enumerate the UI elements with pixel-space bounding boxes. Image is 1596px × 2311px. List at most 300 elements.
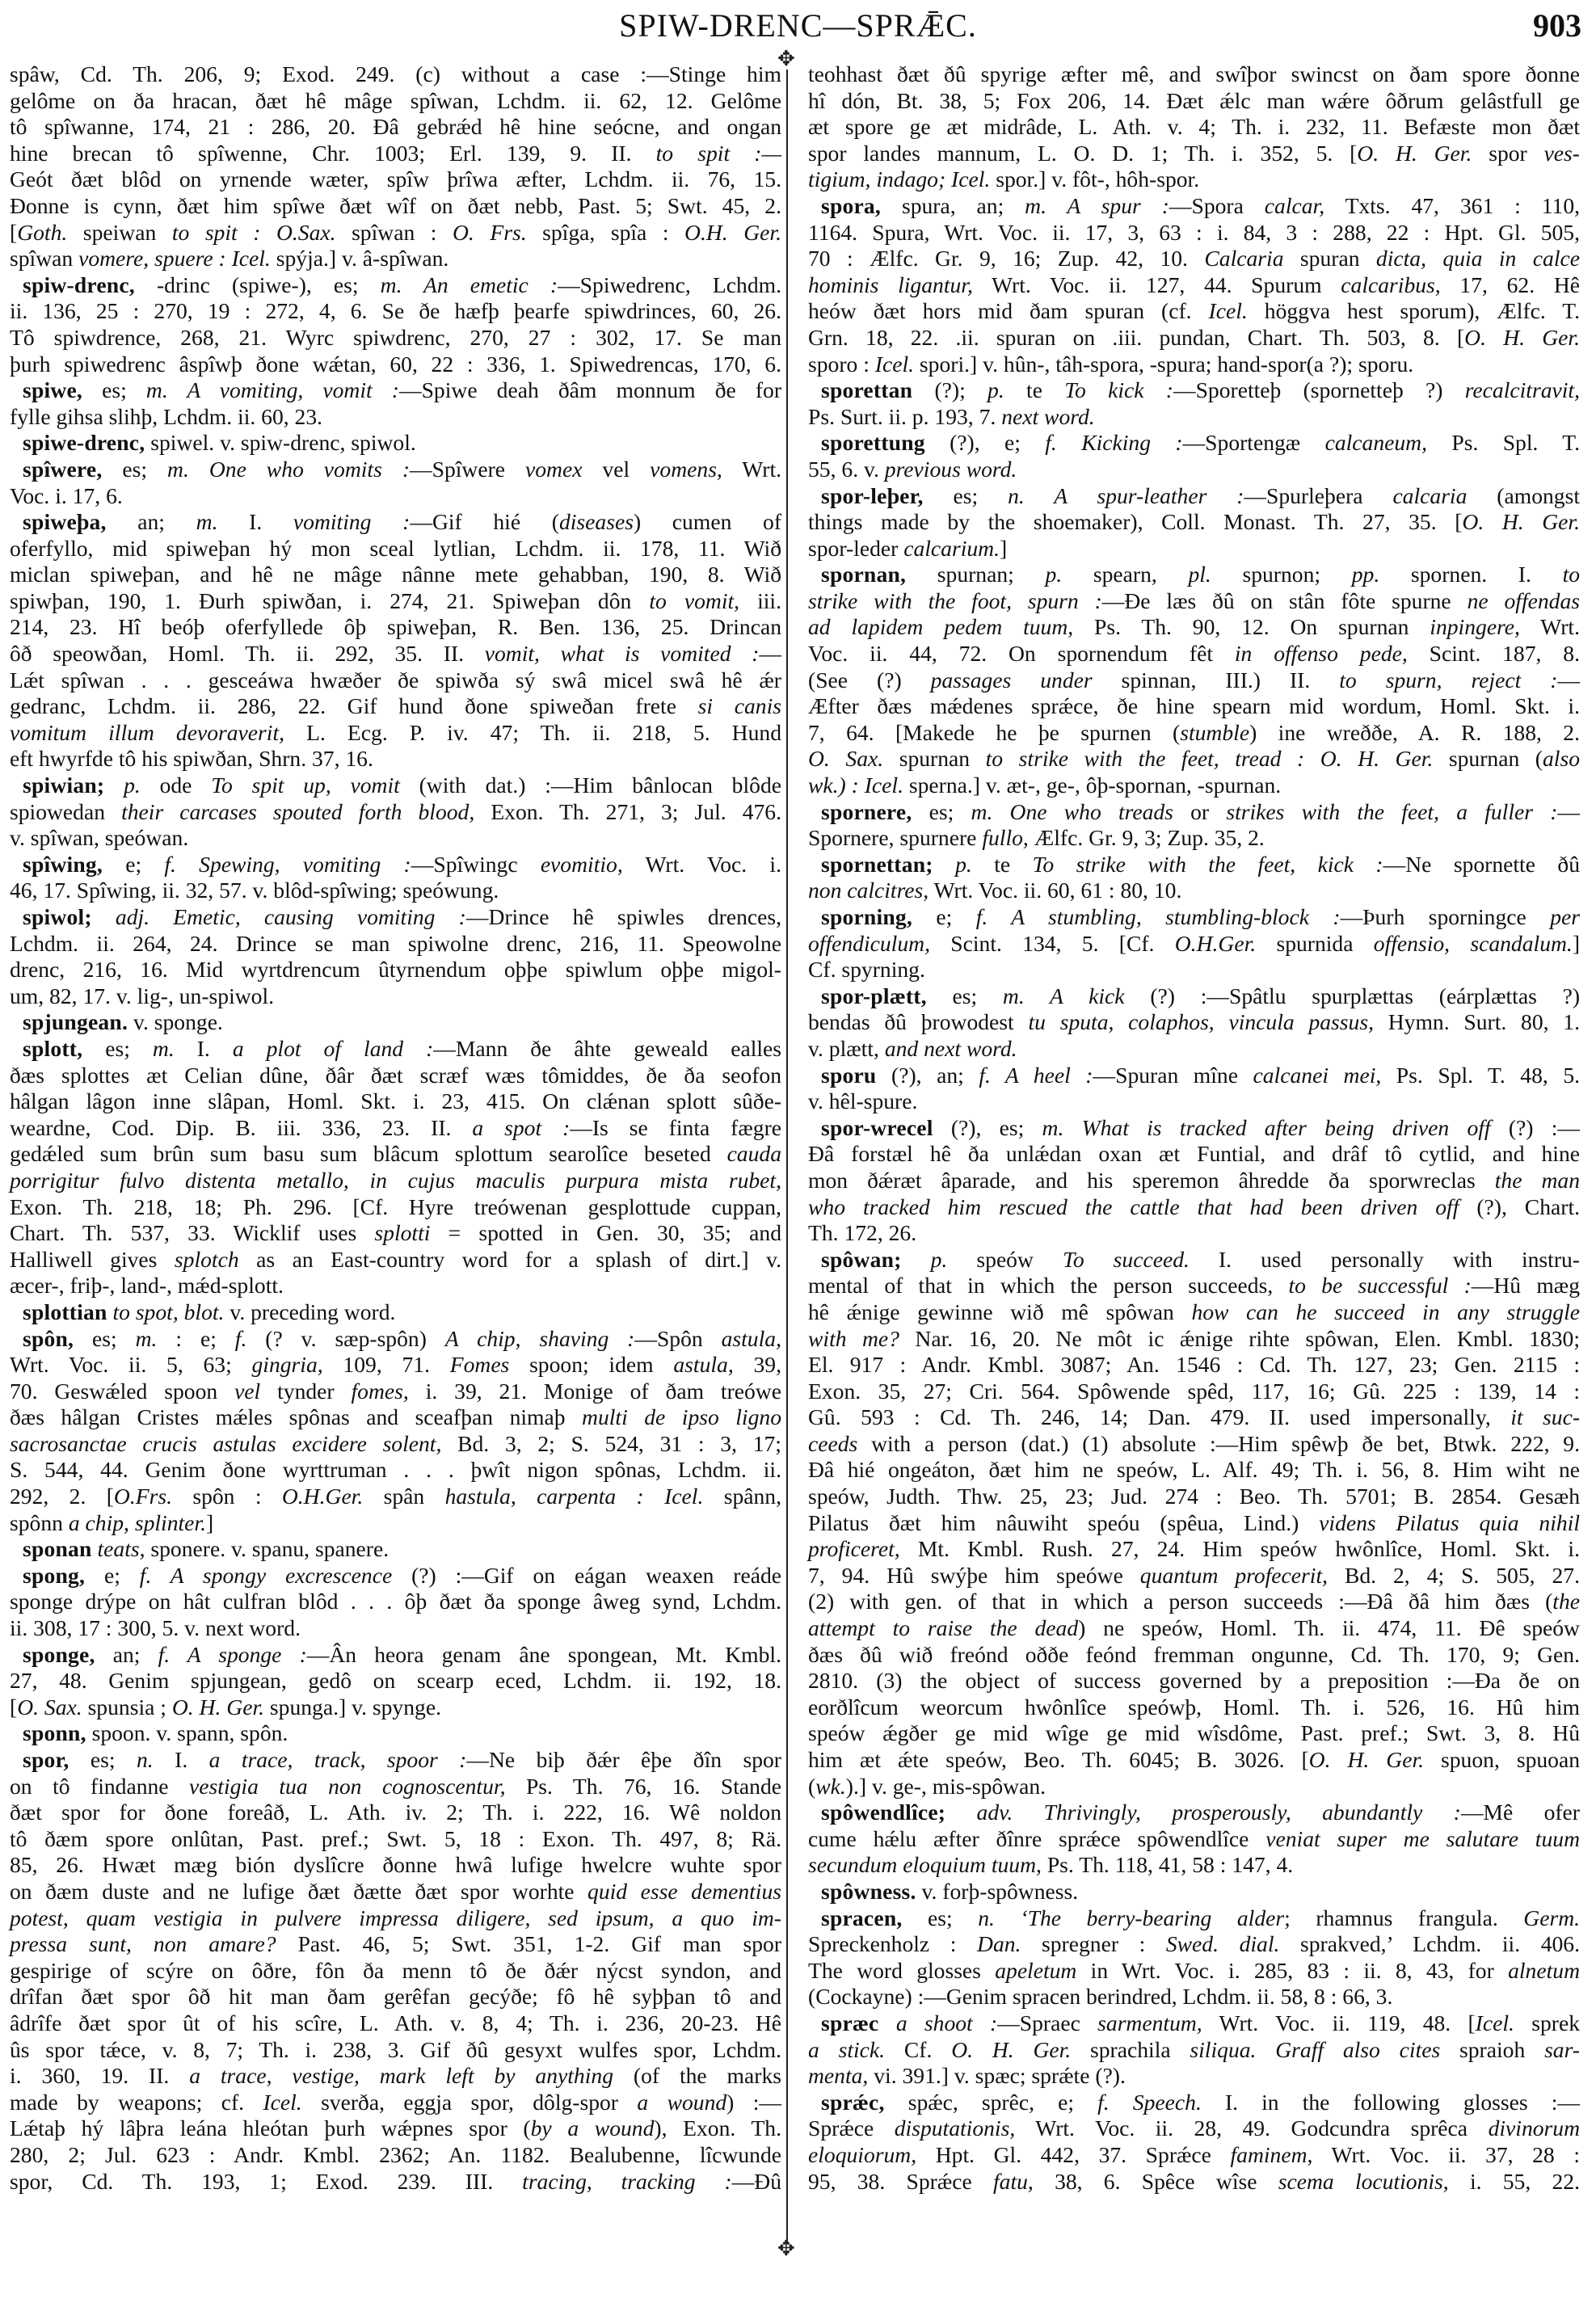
text-segment: Exon. Th. 218, 18; Ph. 296. [Cf. Hyre treówenan gesplottude cuppan, — [10, 1193, 781, 1219]
dictionary-entry-line — [808, 1247, 1580, 1273]
dictionary-entry-line — [808, 852, 1580, 878]
text-segment: ] — [1572, 930, 1581, 956]
dictionary-entry-line — [10, 377, 781, 404]
italic-text: to — [1562, 562, 1581, 587]
text-line — [10, 1431, 781, 1458]
text-segment: Ðâ hié ongeáton, ðæt him ne speów, L. Alf. 49; Th. i. 56, 8. Him wiht ne — [808, 1457, 1580, 1483]
dictionary-entry-line — [10, 772, 781, 799]
italic-text: previous word. — [884, 456, 1017, 482]
text-line — [10, 2169, 781, 2195]
text-segment: — — [1557, 667, 1580, 692]
text-line — [10, 2063, 781, 2090]
dictionary-entry-line — [808, 377, 1580, 404]
text-segment: (?), es; — [933, 1114, 1042, 1140]
headword: spîwere, — [23, 456, 103, 482]
text-segment: Wrt. Voc. i. — [622, 851, 781, 877]
text-segment: spuran — [1283, 246, 1376, 272]
text-segment: es; — [902, 1905, 979, 1930]
headword: spora, — [821, 192, 882, 218]
italic-text: m. A vomiting, vomit : — [145, 377, 399, 403]
text-segment: ) cumen of — [633, 509, 782, 535]
text-segment: ôð speowðan, Homl. Th. ii. 292, 35. II. — [10, 641, 485, 667]
dictionary-entry-line — [808, 1879, 1580, 1905]
text-segment: spor landes mannum, L. O. D. 1; Th. i. 352, 5. [ — [808, 140, 1358, 166]
italic-text: Calcaria — [1204, 246, 1284, 272]
text-segment: v. preceding word. — [224, 1299, 396, 1324]
italic-text: O. H. Ger. — [951, 2036, 1072, 2062]
text-line — [808, 1826, 1580, 1853]
dictionary-entry-line — [10, 430, 781, 457]
text-segment: ), Exon. Th. — [654, 2115, 781, 2141]
text-line — [10, 931, 781, 958]
dictionary-entry-line — [10, 1563, 781, 1589]
text-line — [808, 772, 1580, 799]
text-segment: spân — [363, 1484, 445, 1509]
italic-text: O.H.Ger. — [1174, 930, 1257, 956]
text-segment: mental of that in which the person succeeds, — [808, 1273, 1289, 1299]
italic-text: f. Speech. — [1097, 2089, 1202, 2115]
text-segment: (of the marks — [613, 2063, 781, 2089]
italic-text: in offenso pede, — [1234, 641, 1408, 667]
text-segment: eft hwyrfde tô his spiwðan, Shrn. 37, 16. — [10, 746, 373, 772]
text-segment: spoon. v. spann, spôn. — [86, 1720, 288, 1746]
text-segment: Wrt. Voc. ii. 28, 49. Godcundra sprêca — [1015, 2115, 1489, 2141]
text-segment — [92, 904, 116, 929]
text-line — [10, 1194, 781, 1221]
italic-text: quid esse dementius — [587, 1878, 781, 1904]
text-segment: (?) :—Spâtlu spurplættas (eárplættas ?) — [1124, 983, 1581, 1008]
text-segment: spurnan — [883, 746, 986, 772]
text-segment: Grn. 18, 22. .ii. spuran on .iii. pundan, Chart. Th. 503, 8. [ — [808, 324, 1465, 350]
text-line — [808, 1404, 1580, 1431]
headword: spôwendlîce; — [821, 1800, 946, 1825]
text-segment: —Drince hê spiwles drences, — [465, 904, 781, 929]
italic-text: sacrosanctae crucis astulas excidere solent, — [10, 1430, 442, 1456]
text-segment: hê ǽnige gewinne wið mê spôwan — [808, 1299, 1192, 1324]
text-segment: in Wrt. Voc. i. 285, 83 : ii. 8, 43, for — [1076, 1957, 1509, 1983]
italic-text: calcanei mei, — [1253, 1062, 1382, 1088]
italic-text: m. What is tracked after being driven off — [1042, 1114, 1491, 1140]
text-segment: ûs spor tǽce, v. 8, 7; Th. i. 238, 3. Gif ðû gesyxt wulfes spor, Lchdm. — [10, 2036, 781, 2062]
headword: spiwian; — [23, 772, 105, 798]
text-segment: Th. 172, 26. — [808, 1220, 917, 1246]
text-segment: spǽc, sprêc, e; — [884, 2089, 1098, 2115]
italic-text: n. A spur-leather : — [1008, 482, 1244, 508]
italic-text: O.Frs. — [113, 1484, 172, 1509]
italic-text: m. One who treads — [971, 798, 1173, 824]
text-segment: Scint. 134, 5. [Cf. — [929, 930, 1175, 956]
italic-text: faminem, — [1230, 2141, 1313, 2167]
text-line — [808, 325, 1580, 351]
dictionary-entry-line — [808, 483, 1580, 510]
dictionary-entry-line — [10, 1326, 781, 1353]
italic-text: secundum eloquium tuum, — [808, 1852, 1042, 1878]
text-segment: as an East-country word for a splash of dirt.] v. — [238, 1246, 781, 1272]
text-segment: Voc. i. 17, 6. — [10, 482, 123, 508]
text-segment: [ — [10, 1694, 18, 1720]
italic-text: adv. Thrivingly, prosperously, abundantly : — [976, 1800, 1461, 1825]
text-segment: Voc. ii. 44, 72. On spornendum fêt — [808, 641, 1235, 667]
text-segment: —Spîwingc — [411, 851, 541, 877]
italic-text: diseases — [558, 509, 634, 535]
italic-text: proficeret, — [808, 1536, 900, 1562]
italic-text: vomere, spuere : Icel. — [78, 246, 271, 272]
text-segment: es; — [69, 1747, 137, 1772]
italic-text: Germ. — [1523, 1905, 1581, 1930]
text-line — [10, 1958, 781, 1985]
text-line — [808, 166, 1580, 193]
text-segment: spiwþan, 190, 1. Ðurh spiwðan, i. 274, 21. Spiweþan dôn — [10, 587, 650, 613]
text-line — [808, 878, 1580, 904]
italic-text: m. One who vomits : — [167, 456, 411, 482]
text-line — [10, 2090, 781, 2116]
text-segment: gedǽled sum brûn sum basu sum blâcum splottum searolîce beseted — [10, 1141, 727, 1167]
dictionary-entry-line — [10, 1747, 781, 1774]
text-segment: speów ǽgðer ge mid wîge ge mid wîsdôme, Past. pref.; Swt. 3, 8. Hû — [808, 1720, 1580, 1746]
italic-text: O. Sax. — [808, 746, 884, 772]
text-line — [10, 114, 781, 141]
headword: spracen, — [821, 1905, 903, 1930]
text-line — [808, 298, 1580, 325]
italic-text: tigium, indago; Icel. — [808, 166, 991, 192]
italic-text: calcar, — [1264, 192, 1325, 218]
text-segment: ) :— — [726, 2089, 782, 2115]
text-segment: i. 39, 21. Monige of ðam treówe — [408, 1378, 781, 1404]
italic-text: to spot, blot. — [112, 1299, 225, 1324]
dictionary-entry-line — [808, 799, 1580, 826]
text-segment: spregner : — [1021, 1931, 1166, 1957]
text-segment: on tô findanne — [10, 1773, 190, 1799]
italic-text: offendiculum, — [808, 930, 930, 956]
text-segment: e; — [103, 851, 165, 877]
text-segment: an; — [106, 509, 196, 535]
headword: sporning, — [821, 904, 912, 929]
italic-text: Swed. dial. — [1165, 1931, 1280, 1957]
text-line — [10, 166, 781, 193]
text-segment: —Is se finta fægre — [570, 1114, 782, 1140]
dictionary-entry-line — [808, 430, 1580, 457]
text-segment: ; rhamnus frangula. — [1284, 1905, 1524, 1930]
text-segment: Cf. spyrning. — [808, 957, 925, 983]
text-segment: El. 917 : Andr. Kmbl. 3087; An. 1546 : Cd. Th. 127, 23; Gen. 2115 : — [808, 1352, 1580, 1378]
text-segment: The word glosses — [808, 1957, 996, 1983]
text-segment: (?), Chart. — [1459, 1193, 1581, 1219]
text-segment — [945, 1800, 976, 1825]
italic-text: O. H. Ger. — [171, 1694, 265, 1720]
text-segment: hine brecan tô spîwenne, Chr. 1003; Erl. 139, 9. II. — [10, 140, 656, 166]
text-line — [808, 1668, 1580, 1694]
text-segment: —Mê ofer — [1460, 1800, 1580, 1825]
text-segment: sporo : — [808, 351, 875, 377]
text-line — [10, 2010, 781, 2037]
italic-text: fullo, — [982, 825, 1029, 851]
text-segment: — — [1557, 798, 1580, 824]
italic-text: A chip, shaving : — [444, 1325, 635, 1351]
text-line — [808, 1694, 1580, 1721]
dictionary-entry-line — [10, 1009, 781, 1036]
text-line — [10, 1379, 781, 1405]
text-segment: I. — [174, 1035, 233, 1061]
text-segment: spura, an; — [881, 192, 1025, 218]
italic-text: f. A heel : — [979, 1062, 1093, 1088]
italic-text: si canis — [697, 693, 781, 719]
text-line — [10, 483, 781, 510]
text-segment: spurnida — [1256, 930, 1374, 956]
italic-text: hominis ligantur, — [808, 272, 973, 297]
italic-text: a trace, track, spoor : — [208, 1747, 467, 1772]
italic-text: offensio, scandalum. — [1373, 930, 1573, 956]
text-segment: —Spiwe deah ðâm monnum ðe for — [398, 377, 782, 403]
text-line — [10, 2142, 781, 2169]
italic-text: p. — [930, 1246, 948, 1272]
text-line — [808, 1379, 1580, 1405]
text-line — [10, 1774, 781, 1800]
italic-text: fatu, — [992, 2168, 1034, 2194]
italic-text: sar- — [1544, 2036, 1580, 2062]
text-line — [10, 1220, 781, 1247]
text-segment: 2810. (3) the object of success governed by a preposition :—Ða ðe on — [808, 1668, 1580, 1694]
text-segment: spuon, spuoan — [1424, 1747, 1581, 1772]
text-line — [10, 1879, 781, 1905]
italic-text: menta, — [808, 2063, 869, 2089]
text-segment: es; — [923, 482, 1009, 508]
text-segment: spurnon; — [1211, 562, 1352, 587]
text-segment: oferfyllo, mid spiweþan hý mon sceal lytlian, Lchdm. ii. 178, 11. Wið — [10, 535, 781, 561]
italic-text: strikes with the feet, a fuller : — [1226, 798, 1558, 824]
text-line — [10, 141, 781, 167]
text-line — [808, 1088, 1580, 1115]
dictionary-entry-line — [10, 1036, 781, 1063]
text-segment: ] — [1000, 535, 1008, 561]
text-segment: sponere. v. spanu, spanere. — [145, 1536, 390, 1562]
text-line — [808, 1194, 1580, 1221]
text-segment: Ðonne is cynn, ðæt him spîwe ðæt wîf on ðæt nebb, Past. 5; Swt. 45, 2. — [10, 192, 781, 218]
text-line — [808, 1036, 1580, 1063]
text-segment: e; — [912, 904, 976, 929]
text-line — [808, 114, 1580, 141]
italic-text: multi de ipso ligno — [582, 1404, 781, 1430]
italic-text: to spit : O.Sax. — [171, 219, 336, 245]
text-segment: (amongst — [1467, 482, 1581, 508]
italic-text: it suc- — [1510, 1404, 1581, 1430]
text-segment: —Ðû — [731, 2168, 781, 2194]
text-segment: tynder — [260, 1378, 352, 1404]
italic-text: inpingere, — [1430, 614, 1520, 640]
text-segment: spraioh — [1440, 2036, 1545, 2062]
text-line — [808, 1273, 1580, 1299]
text-segment: spâw, Cd. Th. 206, 9; Exod. 249. (c) without a case :—Stinge him — [10, 61, 781, 86]
text-segment: ðæs ðû wið freónd oððe feónd fremman ongunne, Cd. Th. 170, 9; Gen. — [808, 1641, 1580, 1667]
headword: spor-plætt, — [821, 983, 927, 1008]
text-segment: things made by the shoemaker), Coll. Monast. Th. 27, 35. [ — [808, 509, 1463, 535]
italic-text: m. A kick — [1002, 983, 1125, 1008]
headword: spiwe, — [23, 377, 83, 403]
text-line — [10, 246, 781, 272]
italic-text: apeletum — [995, 1957, 1077, 1983]
headword: spiwol; — [23, 904, 92, 929]
text-segment: ðæs hâlgan Cristes mǽles spônas and sceafþan nimaþ — [10, 1404, 583, 1430]
text-segment: Ps. Spl. T. 48, 5. — [1381, 1062, 1581, 1088]
text-segment: Spornere, spurnere — [808, 825, 983, 851]
text-line — [10, 1352, 781, 1379]
text-line — [10, 2115, 781, 2142]
text-line — [10, 641, 781, 667]
page-number: 903 — [1533, 7, 1581, 44]
text-line — [10, 1615, 781, 1642]
text-line — [808, 1563, 1580, 1589]
text-segment: sponge drýpe on hât culfran blôd . . . ôþ ðæt ða sponge âweg synd, Lchdm. — [10, 1589, 781, 1614]
text-segment — [902, 1247, 931, 1272]
text-segment: Tô spiwdrence, 268, 21. Wyrc spiwdrenc, 270, 27 : 302, 17. Se man — [10, 324, 781, 350]
text-segment: es; — [74, 1325, 136, 1351]
text-segment: vel — [582, 456, 651, 482]
text-segment: spýja.] v. â-spîwan. — [270, 246, 449, 272]
text-line — [10, 1273, 781, 1299]
text-segment: (with dat.) :—Him bânlocan blôde — [399, 772, 781, 798]
text-segment: Ps. Th. 118, 41, 58 : 147, 4. — [1041, 1852, 1294, 1878]
text-segment: Ðâ gebrǽd hê hine seócne, and ongan — [373, 114, 781, 140]
text-segment: (?) :— — [1490, 1114, 1581, 1140]
text-segment: gespirige of scýre on ôðre, fôn ða menn tô ðe ðǽr nýcst syndon, and — [10, 1957, 781, 1983]
text-line — [808, 1457, 1580, 1484]
text-line — [10, 1852, 781, 1879]
text-line — [808, 667, 1580, 694]
italic-text: f. A sponge : — [158, 1641, 307, 1667]
text-segment: 17, 62. Hê — [1440, 272, 1580, 297]
column-left — [10, 61, 781, 2195]
dictionary-entry-line — [10, 904, 781, 931]
text-segment: ( — [808, 1773, 816, 1799]
text-line — [10, 298, 781, 325]
italic-text: how can he succeed in any struggle — [1191, 1299, 1580, 1324]
text-segment: 70 : Ælfc. Gr. 9, 16; Zup. 42, 10. — [808, 246, 1205, 272]
text-line — [10, 614, 781, 641]
text-segment: spîwan : — [335, 219, 453, 245]
text-segment: Txts. 47, 361 : 110, — [1324, 192, 1581, 218]
text-segment: tô spîwanne, 174, 21 : 286, 20. — [10, 114, 373, 140]
text-line — [808, 641, 1580, 667]
dictionary-entry-line — [808, 1063, 1580, 1089]
text-segment: —Sportengæ — [1182, 430, 1325, 456]
italic-text: O. Sax. — [17, 1694, 82, 1720]
italic-text: with me? — [808, 1325, 899, 1351]
text-line — [808, 61, 1580, 88]
text-line — [10, 1088, 781, 1115]
italic-text: m. — [135, 1325, 158, 1351]
text-line — [808, 1958, 1580, 1985]
text-segment: Wrt. Voc. ii. 5, 63; — [10, 1352, 252, 1378]
italic-text: their carcases spouted forth blood, — [121, 798, 475, 824]
italic-text: pl. — [1188, 562, 1211, 587]
text-segment: es; — [82, 1035, 153, 1061]
text-segment: made by weapons; cf. — [10, 2089, 263, 2115]
text-segment: (Cockayne) :—Genim spracen berindred, Lchdm. ii. 58, 8 : 66, 3. — [808, 1984, 1393, 2010]
italic-text: videns Pilatus quia nihil — [1319, 1509, 1580, 1535]
text-line — [808, 931, 1580, 958]
text-segment: -drinc (spiwe-), es; — [134, 272, 381, 297]
text-line — [808, 404, 1580, 431]
text-segment: spiwel. v. spiw-drenc, spiwol. — [145, 430, 416, 456]
text-segment: æcer-, friþ-, land-, mǽd-splott. — [10, 1273, 284, 1299]
text-line — [808, 957, 1580, 983]
dictionary-entry-line — [808, 1905, 1580, 1932]
text-segment: v. plætt, — [808, 1035, 885, 1061]
text-line — [10, 1694, 781, 1721]
text-segment: Scint. 187, 8. — [1407, 641, 1580, 667]
text-segment: Wrt. Voc. ii. 119, 48. [ — [1202, 2010, 1476, 2035]
headword: spôwness. — [821, 1878, 916, 1904]
text-segment: or — [1173, 798, 1227, 824]
text-segment: Bd. 2, 4; S. 505, 27. — [1328, 1562, 1580, 1588]
text-segment: with a person (dat.) (1) absolute :—Him spêwþ ðe bet, Btwk. 222, 9. — [857, 1430, 1580, 1456]
dictionary-entry-line — [808, 2010, 1580, 2037]
text-line — [808, 457, 1580, 483]
text-segment: gelôme on ða hracan, ðæt hê mâge spîwan, Lchdm. ii. 62, 12. Gelôme — [10, 87, 781, 113]
italic-text: vomit, what is vomited : — [484, 641, 760, 667]
text-segment: vi. 391.] v. spæc; sprǽte (?). — [868, 2063, 1126, 2089]
italic-text: to vomit, — [649, 587, 740, 613]
text-line — [10, 1457, 781, 1484]
text-segment: ii. 136, 25 : 270, 19 : 272, 4, 6. Se ðe hæfþ þearfe spiwdrinces, 60, 26. — [10, 298, 781, 324]
italic-text: scema locutionis, — [1278, 2168, 1449, 2194]
italic-text: p. — [124, 772, 141, 798]
italic-text: ne offendas — [1467, 587, 1580, 613]
text-segment: spornen. I. — [1379, 562, 1563, 587]
headword: spôn, — [23, 1325, 74, 1351]
text-line — [10, 1247, 781, 1273]
italic-text: O. Frs. — [453, 219, 527, 245]
headword: spornettan; — [821, 851, 933, 877]
text-line — [808, 1510, 1580, 1537]
dictionary-entry-line — [808, 1800, 1580, 1826]
text-line — [10, 193, 781, 220]
text-segment: 292, 2. [ — [10, 1484, 114, 1509]
text-segment: spiowedan — [10, 798, 122, 824]
text-segment: 95, 38. Sprǽce — [808, 2168, 993, 2194]
text-segment: Nar. 16, 20. Ne môt ic ǽnige rihte spôwan, Elen. Kmbl. 1830; — [899, 1325, 1580, 1351]
column-right — [808, 61, 1580, 2195]
headword: spor, — [23, 1747, 69, 1772]
italic-text: ceeds — [808, 1430, 858, 1456]
text-segment: Gû. 593 : Cd. Th. 246, 14; Dan. 479. II. used impersonally, — [808, 1404, 1511, 1430]
text-segment: (? v. sæp-spôn) — [246, 1325, 445, 1351]
italic-text: splotti — [374, 1220, 431, 1246]
headword: sprǽc, — [821, 2089, 885, 2115]
italic-text: vomiting : — [293, 509, 411, 535]
text-line — [808, 2037, 1580, 2064]
text-line — [808, 1484, 1580, 1510]
italic-text: ad lapidem pedem tuum, — [808, 614, 1074, 640]
text-segment: —Ne biþ ðǽr êþe ðîn spor — [466, 1747, 781, 1772]
italic-text: O.H.Ger. — [281, 1484, 364, 1509]
text-line — [10, 404, 781, 431]
italic-text: a spot : — [472, 1114, 571, 1140]
headword: spong, — [23, 1562, 86, 1588]
text-segment: te — [1004, 377, 1065, 403]
text-segment: spônn — [10, 1509, 69, 1535]
text-segment: Exon. Th. 271, 3; Jul. 476. — [474, 798, 781, 824]
text-segment: (?), an; — [876, 1062, 979, 1088]
headword: spîwing, — [23, 851, 103, 877]
italic-text: eloquiorum, — [808, 2141, 917, 2167]
italic-text: wk.) : Icel. — [808, 772, 903, 798]
italic-text: quantum profecerit, — [1139, 1562, 1329, 1588]
text-segment: Chart. Th. 537, 33. Wicklif uses — [10, 1220, 375, 1246]
text-segment: drenc, 216, 16. Mid wyrtdrencum ûtyrnendum oþþe spiwlum oþþe migol- — [10, 957, 781, 983]
italic-text: a trace, vestige, mark left by anything — [189, 2063, 613, 2089]
italic-text: hastula, carpenta : Icel. — [444, 1484, 704, 1509]
text-segment: 27, 48. Genim spjungean, gedô on scearp eced, Lchdm. ii. 192, 18. — [10, 1668, 781, 1694]
